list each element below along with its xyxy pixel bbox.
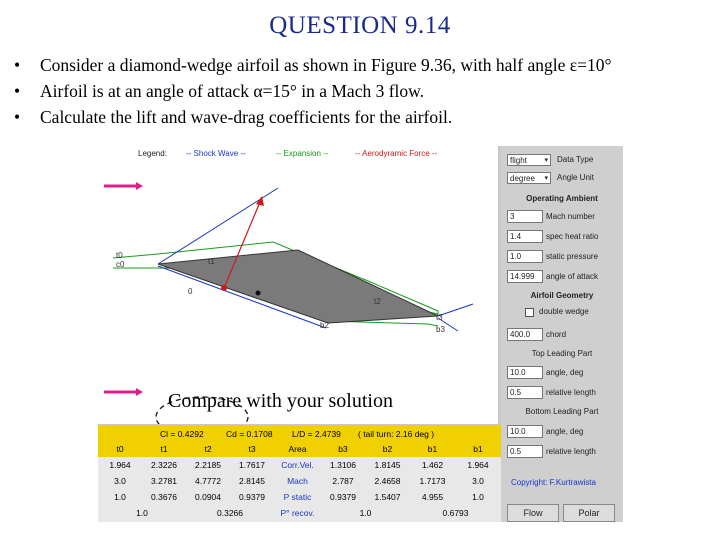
ld-value: L/D = 2.4739 [292, 429, 341, 439]
bullet-list [14, 52, 611, 130]
bottom-angle-input[interactable]: 10.0 [507, 425, 543, 438]
data-type-label: Data Type [557, 155, 594, 164]
zone-label: t0 [116, 251, 123, 260]
table-cell: 1.0 [114, 492, 126, 502]
airfoil-applet [98, 146, 623, 522]
table-header-cell: Area [288, 444, 307, 454]
table-cell: 2.787 [332, 476, 354, 486]
table-cell: 1.964 [467, 460, 489, 470]
table-cell: 2.3226 [151, 460, 177, 470]
angle-unit-select[interactable]: degree ▾ [507, 172, 551, 184]
mach-input[interactable]: 3 [507, 210, 543, 223]
mid-chord-point [256, 291, 261, 296]
recovery-row [98, 505, 501, 522]
airfoil-diagram [98, 146, 498, 424]
table-cell: Corr.Vel. [281, 460, 314, 470]
table-cell: 0.6793 [442, 508, 469, 518]
flow-button[interactable]: Flow [507, 504, 559, 522]
aoa-input[interactable]: 14.999 [507, 270, 543, 283]
table-header-cell: b1 [427, 444, 438, 454]
zone-label: c0 [116, 260, 125, 269]
bottom-length-label: relative length [546, 447, 596, 456]
flow-arrow-head [136, 388, 143, 396]
top-angle-label: angle, deg [546, 368, 584, 377]
bullet-item: • Airfoil is at an angle of attack α=15° in a Mach 3 flow. [14, 81, 425, 101]
polar-button[interactable]: Polar [563, 504, 615, 522]
table-cell: 3.0 [472, 476, 484, 486]
legend-force: -- Aerodyramic Force -- [355, 149, 438, 158]
copyright-text: Copyright: F.Kurtrawista [511, 478, 596, 487]
results-table [98, 425, 501, 522]
top-part-header: Top Leading Part [531, 349, 593, 358]
table-header-cell: b2 [382, 444, 393, 454]
gamma-input[interactable]: 1.4 [507, 230, 543, 243]
legend-shock: -- Shock Wave -- [186, 149, 246, 158]
shock-wave-trail [438, 304, 473, 316]
table-cell: 1.964 [109, 460, 131, 470]
pressure-input[interactable]: 1.0 [507, 250, 543, 263]
legend-label: Legend: [138, 149, 167, 158]
tail-turn: ( tail turn: 2.16 deg ) [358, 429, 435, 439]
flow-canvas [98, 146, 498, 424]
table-cell: 3.2781 [151, 476, 177, 486]
table-row [98, 473, 501, 490]
table-cell: 0.3266 [217, 508, 243, 518]
zone-label: 0 [188, 287, 193, 296]
chord-label: chord [546, 330, 567, 339]
geometry-header: Airfoil Geometry [530, 291, 594, 300]
chord-input[interactable]: 400.0 [507, 328, 543, 341]
table-cell: P° recov. [280, 508, 315, 518]
zone-label: t1 [208, 257, 215, 266]
table-cell: 2.2185 [195, 460, 221, 470]
angle-unit-label: Angle Unit [557, 173, 594, 182]
table-cell: 1.0 [472, 492, 484, 502]
double-wedge-label: double wedge [539, 307, 589, 316]
center-of-pressure [221, 285, 227, 291]
table-cell: 4.7772 [195, 476, 221, 486]
bottom-part-header: Bottom Leading Part [525, 407, 599, 416]
table-cell: 0.0904 [195, 492, 221, 502]
table-cell: 1.8145 [374, 460, 401, 470]
table-cell: 1.462 [421, 460, 444, 470]
table-cell: Mach [287, 476, 308, 486]
table-cell: 3.0 [114, 476, 126, 486]
gamma-label: spec heat ratio [546, 232, 599, 241]
mach-label: Mach number [546, 212, 595, 221]
table-cell: 1.7617 [239, 460, 265, 470]
table-cell: 2.4658 [374, 476, 401, 486]
pressure-label: static pressure [546, 252, 599, 261]
flow-arrow-head [136, 182, 143, 190]
table-cell: 0.9379 [330, 492, 356, 502]
table-header-cell: t1 [160, 444, 168, 454]
table-row [98, 457, 501, 474]
cd-value: Cd = 0.1708 [226, 429, 273, 439]
bullet-item: • Calculate the lift and wave-drag coefficients for the airfoil. [14, 107, 453, 127]
double-wedge-checkbox[interactable] [525, 308, 534, 317]
table-header-cell: b1 [473, 444, 483, 454]
top-length-input[interactable]: 0.5 [507, 386, 543, 399]
zone-label: b2 [320, 321, 329, 330]
operating-header: Operating Ambient [526, 194, 598, 203]
top-angle-input[interactable]: 10.0 [507, 366, 543, 379]
legend-expansion: -- Expansion -- [276, 149, 329, 158]
data-type-select[interactable]: flight ▾ [507, 154, 551, 166]
table-header-cell: t2 [204, 444, 212, 454]
table-cell: 1.7173 [419, 476, 446, 486]
table-cell: 2.8145 [239, 476, 265, 486]
airfoil-shape [158, 250, 438, 323]
bottom-angle-label: angle, deg [546, 427, 584, 436]
table-cell: 1.3106 [330, 460, 356, 470]
top-length-label: relative length [546, 388, 596, 397]
table-cell: 1.0 [359, 508, 372, 518]
table-header-cell: t3 [248, 444, 256, 454]
table-header-cell: t0 [116, 444, 124, 454]
slide-title: QUESTION 9.14 [269, 12, 451, 39]
results-summary [98, 427, 501, 441]
table-cell: 4.955 [421, 492, 444, 502]
table-cell: 1.5407 [374, 492, 401, 502]
compare-caption: Compare with your solution [168, 390, 393, 412]
aoa-label: angle of attack [546, 272, 599, 281]
zone-label: t3 [436, 313, 443, 322]
bullet-item: • Consider a diamond-wedge airfoil as shown in Figure 9.36, with half angle ε=10° [14, 55, 612, 75]
bottom-length-input[interactable]: 0.5 [507, 445, 543, 458]
table-cell: P static [283, 492, 312, 502]
table-header-row [98, 441, 501, 458]
zone-label: b3 [436, 325, 445, 334]
table-cell: 0.9379 [239, 492, 265, 502]
table-header-cell: b3 [338, 444, 348, 454]
zone-label: t2 [374, 297, 381, 306]
table-cell: 1.0 [136, 508, 148, 518]
cl-value: Cl = 0.4292 [160, 429, 204, 439]
table-row [98, 489, 501, 506]
table-cell: 0.3676 [151, 492, 177, 502]
control-panel [501, 146, 623, 522]
